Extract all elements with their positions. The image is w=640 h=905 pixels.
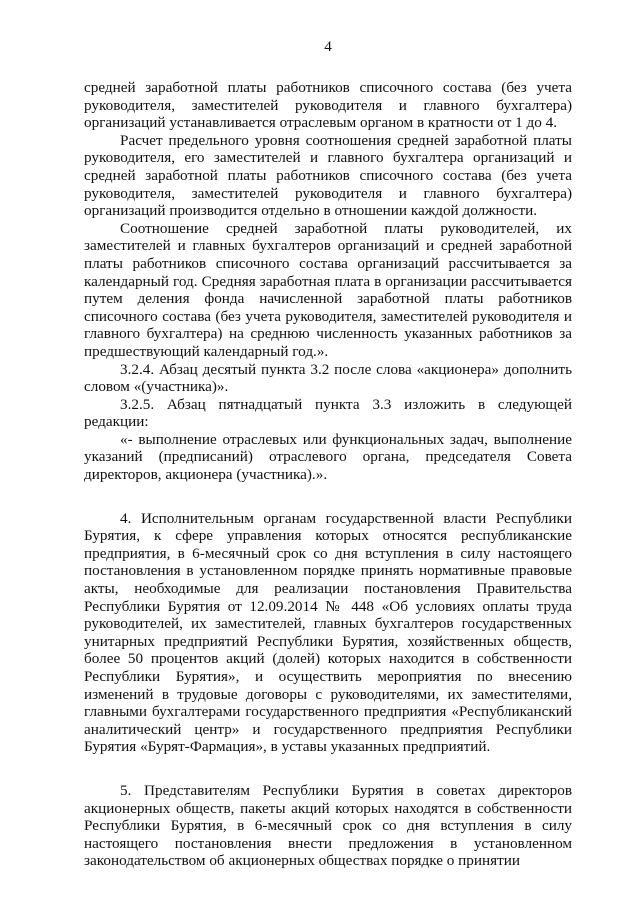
paragraph-ratio-calculation: Расчет предельного уровня соотношения средней заработной платы руководителя, его заместителей и главного бухгалтера организаций и средней заработной платы работников списочного состава (без учета руководителя, заместителей руководителя и главного бухгалтера) организаций производится отдельно в отношении каждой должности. xyxy=(84,131,572,220)
paragraph-3-2-5-quote: «- выполнение отраслевых или функциональных задач, выполнение указаний (предписаний) отраслевого органа, председателя Совета директоров, акционера (участника).». xyxy=(84,430,572,484)
paragraph-3-2-5: 3.2.5. Абзац пятнадцатый пункта 3.3 изложить в следующей редакции: xyxy=(84,395,572,431)
paragraph-ratio-annual: Соотношение средней заработной платы руководителей, их заместителей и главных бухгалтеров организаций и средней заработной платы работников списочного состава организаций рассчитывается за календарный год. Средняя заработная плата в организации рассчитывается путем деления фонда начисленной заработной платы работников списочного состава (без учета руководителя, заместителей руководителя и главного бухгалтера) на среднюю численность указанных работников за предшествующий календарный год.». xyxy=(84,219,572,360)
paragraph-3-2-4: 3.2.4. Абзац десятый пункта 3.2 после слова «акционера» дополнить словом «(участника)». xyxy=(84,360,572,396)
paragraph-item-4: 4. Исполнительным органам государственной власти Республики Бурятия, к сфере управления которых относятся республиканские предприятия, в 6-месячный срок со дня вступления в силу настоящего постановления в установленном порядке принять нормативные правовые акты, необходимые для реализации постановления Правительства Республики Бурятия от 12.09.2014 № 448 «Об условиях оплаты труда руководителей, их заместителей, главных бухгалтеров государственных унитарных предприятий Республики Бурятия, хозяйственных обществ, более 50 процентов акций (долей) которых находится в собственности Республики Бурятия», и осуществить мероприятия по внесению изменений в трудовые договоры с руководителями, их заместителями, главными бухгалтерами государственного предприятия «Республиканский аналитический центр» и государственного предприятия Республики Бурятия «Бурят-Фармация», в уставы указанных предприятий. xyxy=(84,509,572,756)
document-body xyxy=(84,79,572,870)
paragraph-item-5: 5. Представителям Республики Бурятия в советах директоров акционерных обществ, пакеты акций которых находятся в собственности Республики Бурятия, в 6-месячный срок со дня вступления в силу настоящего постановления внести предложения в установленном законодательством об акционерных обществах порядке о принятии xyxy=(84,781,572,870)
paragraph-salary-ratio-continuation: средней заработной платы работников списочного состава (без учета руководителя, заместителей руководителя и главного бухгалтера) организаций устанавливается отраслевым органом в кратности от 1 до 4. xyxy=(84,79,572,132)
page-number: 4 xyxy=(324,38,332,55)
